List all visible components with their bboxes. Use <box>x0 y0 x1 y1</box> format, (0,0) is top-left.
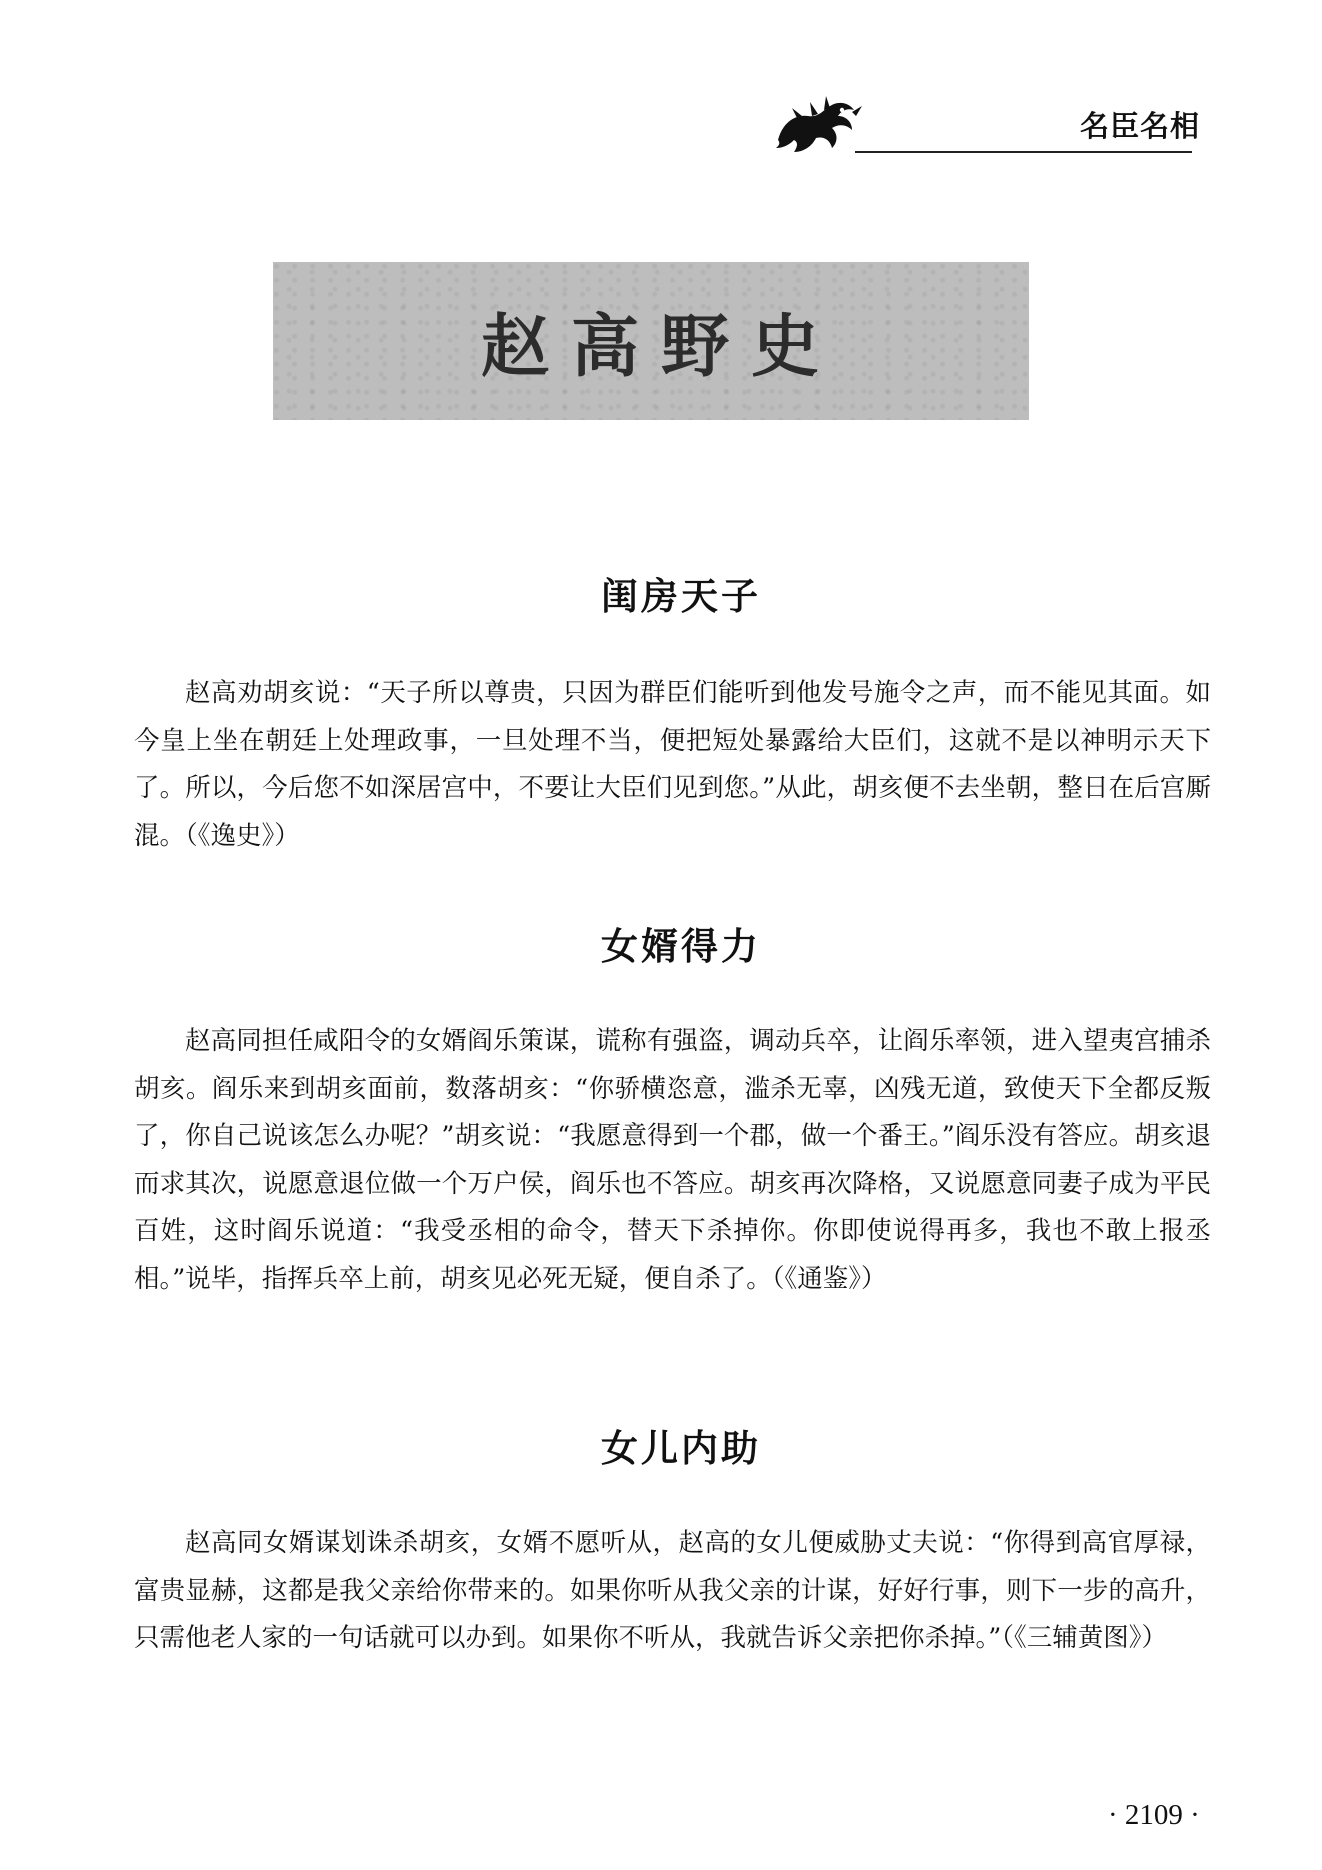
section-body-1: 赵高劝胡亥说：“天子所以尊贵，只因为群臣们能听到他发号施令之声，而不能见其面。如今皇上坐在朝廷上处理政事，一旦处理不当，便把短处暴露给大臣们，这就不是以神明示天下了。所以，今后您不如深居宫中，不要让大臣们见到您。”从此，胡亥便不去坐朝，整日在后宫厮混。（《逸史》） <box>134 678 1211 851</box>
section-body-3: 赵高同女婿谋划诛杀胡亥，女婿不愿听从，赵高的女儿便威胁丈夫说：“你得到高官厚禄，富贵显赫，这都是我父亲给你带来的。如果你听从我父亲的计谋，好好行事，则下一步的高升，只需他老人家的一句话就可以办到。如果你不听从，我就告诉父亲把你杀掉。”（《三辅黄图》） <box>134 1528 1211 1653</box>
dragon-emblem-icon <box>768 90 864 158</box>
chapter-banner <box>273 262 1029 420</box>
section-title-3: 女儿内助 <box>601 1427 761 1470</box>
header-rule <box>855 151 1192 153</box>
section-body-2: 赵高同担任咸阳令的女婿阎乐策谋，谎称有强盗，调动兵卒，让阎乐率领，进入望夷宫捕杀胡亥。阎乐来到胡亥面前，数落胡亥：“你骄横恣意，滥杀无辜，凶残无道，致使天下全都反叛了，你自己说该怎么办呢？”胡亥说：“我愿意得到一个郡，做一个番王。”阎乐没有答应。胡亥退而求其次，说愿意退位做一个万户侯，阎乐也不答应。胡亥再次降格，又说愿意同妻子成为平民百姓，这时阎乐说道：“我受丞相的命令，替天下杀掉你。你即使说得再多，我也不敢上报丞相。”说毕，指挥兵卒上前，胡亥见必死无疑，便自杀了。（《通鉴》） <box>134 1026 1211 1294</box>
section-title-1: 闺房天子 <box>601 575 761 618</box>
running-header-title: 名臣名相 <box>1080 109 1201 143</box>
section-title-2: 女婿得力 <box>601 925 761 968</box>
page-number: · 2109 · <box>1108 1799 1200 1831</box>
chapter-title: 赵高野史 <box>480 306 841 387</box>
